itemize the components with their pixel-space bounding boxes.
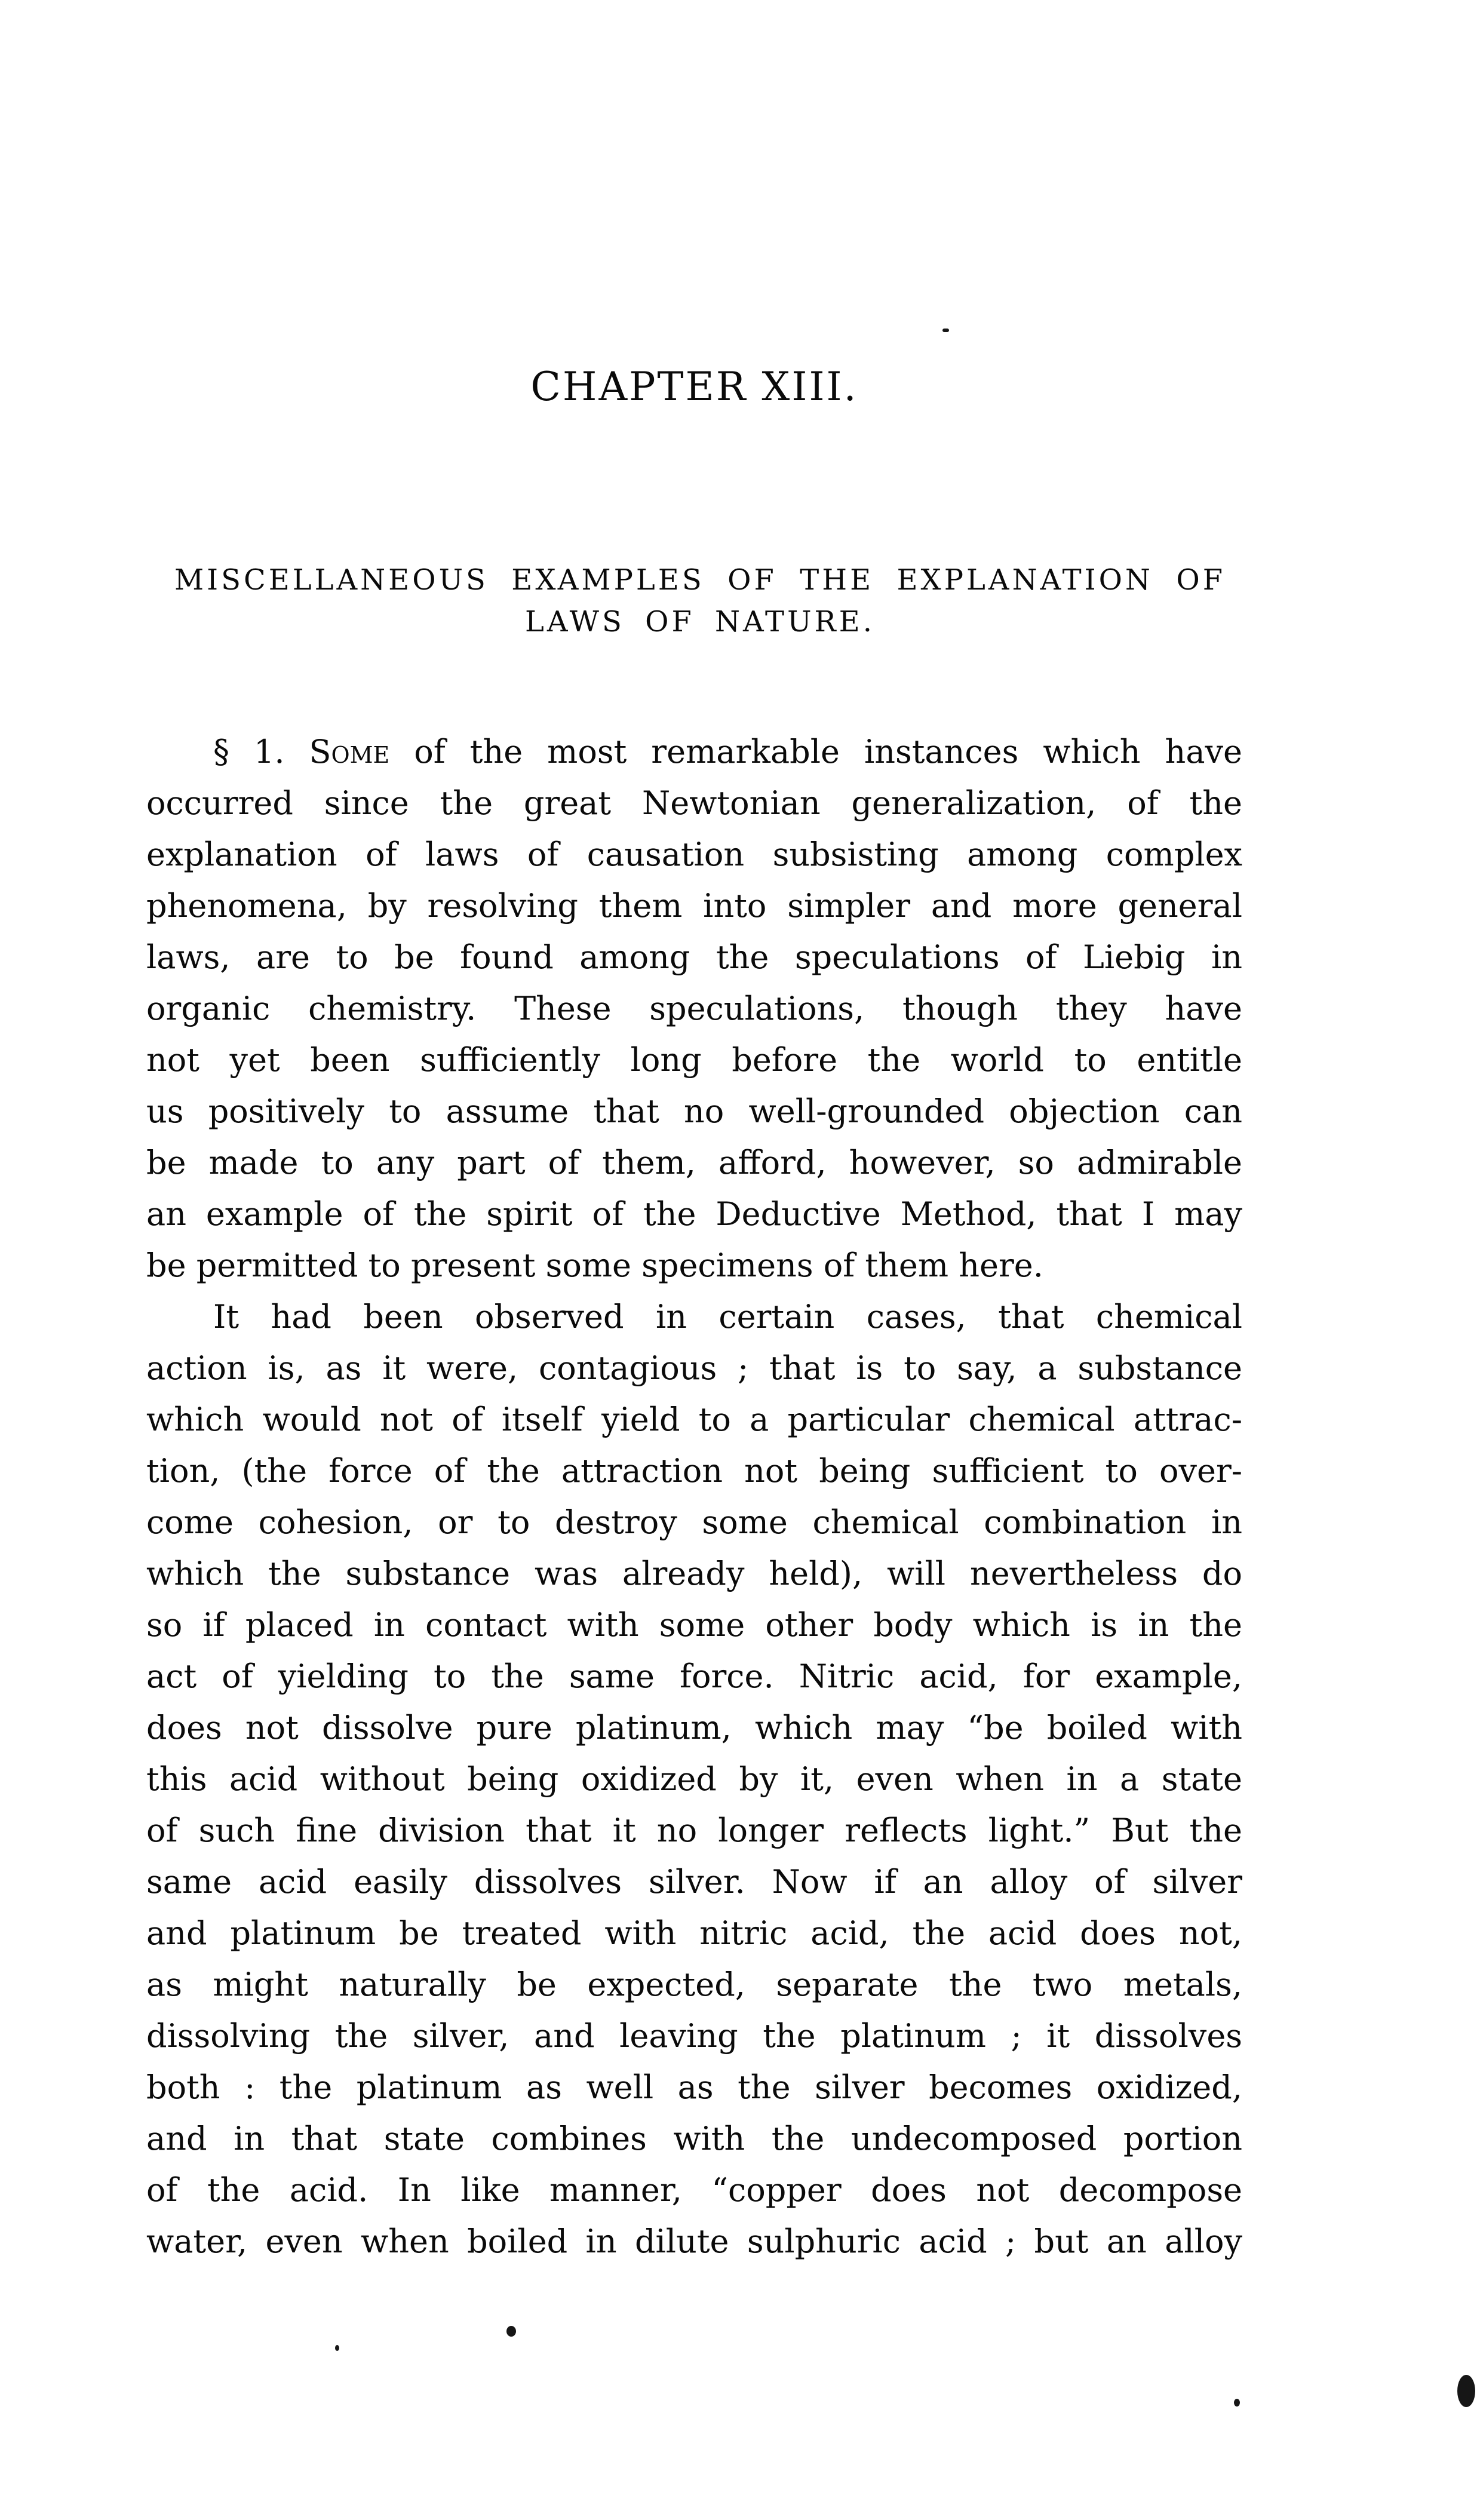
body-line: same acid easily dissolves silver. Now if an alloy of silver: [146, 1863, 1242, 1901]
body-line: both : the platinum as well as the silver becomes oxidized,: [146, 2068, 1242, 2106]
ink-speck: [942, 329, 949, 332]
body-line-text: of the most remarkable instances which have: [414, 733, 1242, 771]
body-line: does not dissolve pure platinum, which may “be boiled with: [146, 1709, 1242, 1746]
body-line: be made to any part of them, afford, however, so admirable: [146, 1144, 1242, 1181]
body-line: organic chemistry. These speculations, though they have: [146, 990, 1242, 1027]
body-line: It had been observed in certain cases, that chemical: [213, 1298, 1242, 1336]
body-text-block: [146, 726, 1242, 2267]
body-line: dissolving the silver, and leaving the platinum ; it dissolves: [146, 2017, 1242, 2055]
body-line: us positively to assume that no well-grounded objection can: [146, 1092, 1242, 1130]
body-line: of the acid. In like manner, “copper does not decompose: [146, 2171, 1242, 2209]
body-line: tion, (the force of the attraction not being sufficient to over-: [146, 1452, 1242, 1490]
body-line: of such fine division that it no longer reflects light.” But the: [146, 1812, 1242, 1849]
body-line: action is, as it were, contagious ; that is to say, a substance: [146, 1349, 1242, 1387]
ink-speck: [1234, 2399, 1240, 2407]
body-line: this acid without being oxidized by it, even when in a state: [146, 1760, 1242, 1798]
ink-speck: [1457, 2375, 1475, 2407]
body-line: come cohesion, or to destroy some chemical combination in: [146, 1503, 1242, 1541]
ink-speck: [335, 2345, 339, 2351]
body-line: not yet been sufficiently long before the world to entitle: [146, 1041, 1242, 1079]
body-line: phenomena, by resolving them into simpler and more general: [146, 887, 1242, 925]
chapter-subtitle: [174, 559, 1226, 643]
section-number: § 1.: [213, 733, 285, 771]
ink-speck: [506, 2326, 516, 2337]
body-line: act of yielding to the same force. Nitric acid, for example,: [146, 1658, 1242, 1695]
smallcaps-word: Some: [309, 733, 390, 771]
chapter-subtitle-line2: LAWS OF NATURE.: [525, 605, 875, 639]
body-line: occurred since the great Newtonian generalization, of the: [146, 784, 1242, 822]
chapter-subtitle-line1: MISCELLANEOUS EXAMPLES OF THE EXPLANATION OF: [174, 563, 1226, 597]
body-line: explanation of laws of causation subsisting among complex: [146, 836, 1242, 873]
body-line: [146, 726, 1242, 778]
body-line: be permitted to present some specimens of them here.: [146, 1247, 1043, 1284]
body-line: as might naturally be expected, separate the two metals,: [146, 1966, 1242, 2003]
chapter-heading: CHAPTER XIII.: [530, 364, 858, 410]
body-line: which would not of itself yield to a particular chemical attrac-: [146, 1401, 1242, 1438]
body-line: and platinum be treated with nitric acid, the acid does not,: [146, 1914, 1242, 1952]
body-line: water, even when boiled in dilute sulphuric acid ; but an alloy: [146, 2223, 1242, 2260]
body-line: so if placed in contact with some other body which is in the: [146, 1606, 1242, 1644]
body-line: which the substance was already held), will nevertheless do: [146, 1555, 1242, 1592]
body-line: and in that state combines with the undecomposed portion: [146, 2120, 1242, 2157]
body-line: laws, are to be found among the speculations of Liebig in: [146, 938, 1242, 976]
body-line: an example of the spirit of the Deductive Method, that I may: [146, 1195, 1242, 1233]
